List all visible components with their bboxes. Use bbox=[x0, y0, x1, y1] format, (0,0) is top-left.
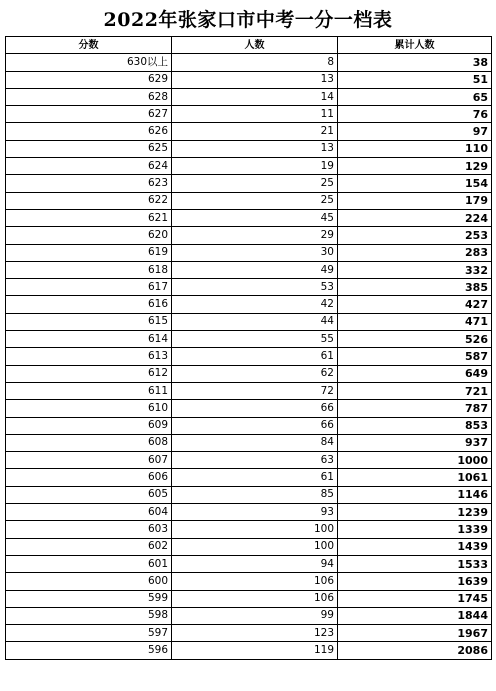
cell-count: 8 bbox=[172, 54, 338, 71]
cell-cumulative: 65 bbox=[338, 88, 492, 105]
cell-score: 607 bbox=[6, 452, 172, 469]
cell-cumulative: 154 bbox=[338, 175, 492, 192]
table-row bbox=[6, 88, 492, 105]
score-distribution-table bbox=[5, 36, 492, 660]
cell-cumulative: 97 bbox=[338, 123, 492, 140]
cell-score: 598 bbox=[6, 607, 172, 624]
cell-count: 106 bbox=[172, 573, 338, 590]
cell-cumulative: 937 bbox=[338, 434, 492, 451]
cell-score: 600 bbox=[6, 573, 172, 590]
cell-count: 14 bbox=[172, 88, 338, 105]
cell-count: 21 bbox=[172, 123, 338, 140]
cell-cumulative: 332 bbox=[338, 261, 492, 278]
cell-cumulative: 110 bbox=[338, 140, 492, 157]
cell-score: 608 bbox=[6, 434, 172, 451]
cell-cumulative: 1000 bbox=[338, 452, 492, 469]
table-row bbox=[6, 521, 492, 538]
cell-score: 626 bbox=[6, 123, 172, 140]
cell-cumulative: 1061 bbox=[338, 469, 492, 486]
table-header-row bbox=[6, 37, 492, 54]
table-row bbox=[6, 417, 492, 434]
page-title: 2022年张家口市中考一分一档表 bbox=[103, 9, 393, 31]
cell-count: 45 bbox=[172, 209, 338, 226]
cell-score: 614 bbox=[6, 331, 172, 348]
cell-score: 630以上 bbox=[6, 54, 172, 71]
cell-score: 621 bbox=[6, 209, 172, 226]
cell-score: 599 bbox=[6, 590, 172, 607]
table-row bbox=[6, 279, 492, 296]
cell-count: 44 bbox=[172, 313, 338, 330]
table-row bbox=[6, 382, 492, 399]
cell-score: 629 bbox=[6, 71, 172, 88]
cell-count: 11 bbox=[172, 106, 338, 123]
table-body bbox=[6, 54, 492, 659]
cell-score: 606 bbox=[6, 469, 172, 486]
cell-cumulative: 1339 bbox=[338, 521, 492, 538]
table-row bbox=[6, 573, 492, 590]
cell-count: 49 bbox=[172, 261, 338, 278]
cell-count: 72 bbox=[172, 382, 338, 399]
cell-score: 618 bbox=[6, 261, 172, 278]
cell-count: 30 bbox=[172, 244, 338, 261]
table-row bbox=[6, 71, 492, 88]
cell-score: 596 bbox=[6, 642, 172, 659]
table-row bbox=[6, 140, 492, 157]
cell-cumulative: 587 bbox=[338, 348, 492, 365]
table-row bbox=[6, 607, 492, 624]
cell-count: 53 bbox=[172, 279, 338, 296]
cell-count: 29 bbox=[172, 227, 338, 244]
table-row bbox=[6, 452, 492, 469]
cell-cumulative: 179 bbox=[338, 192, 492, 209]
cell-score: 628 bbox=[6, 88, 172, 105]
table-row bbox=[6, 296, 492, 313]
cell-score: 624 bbox=[6, 158, 172, 175]
cell-cumulative: 649 bbox=[338, 365, 492, 382]
cell-count: 66 bbox=[172, 400, 338, 417]
table-row bbox=[6, 54, 492, 71]
cell-count: 106 bbox=[172, 590, 338, 607]
cell-cumulative: 471 bbox=[338, 313, 492, 330]
table-row bbox=[6, 244, 492, 261]
table-row bbox=[6, 400, 492, 417]
cell-cumulative: 38 bbox=[338, 54, 492, 71]
table-row bbox=[6, 227, 492, 244]
table-row bbox=[6, 313, 492, 330]
cell-cumulative: 1146 bbox=[338, 486, 492, 503]
cell-count: 25 bbox=[172, 192, 338, 209]
table-row bbox=[6, 486, 492, 503]
table-row bbox=[6, 469, 492, 486]
cell-cumulative: 853 bbox=[338, 417, 492, 434]
cell-cumulative: 2086 bbox=[338, 642, 492, 659]
cell-score: 617 bbox=[6, 279, 172, 296]
cell-cumulative: 1967 bbox=[338, 625, 492, 642]
cell-score: 611 bbox=[6, 382, 172, 399]
cell-cumulative: 253 bbox=[338, 227, 492, 244]
cell-score: 620 bbox=[6, 227, 172, 244]
header-score: 分数 bbox=[6, 37, 172, 54]
cell-count: 123 bbox=[172, 625, 338, 642]
table-row bbox=[6, 192, 492, 209]
cell-cumulative: 385 bbox=[338, 279, 492, 296]
table-row bbox=[6, 504, 492, 521]
cell-count: 61 bbox=[172, 348, 338, 365]
cell-count: 63 bbox=[172, 452, 338, 469]
table-row bbox=[6, 158, 492, 175]
cell-cumulative: 51 bbox=[338, 71, 492, 88]
cell-count: 42 bbox=[172, 296, 338, 313]
cell-cumulative: 1844 bbox=[338, 607, 492, 624]
cell-count: 13 bbox=[172, 140, 338, 157]
cell-cumulative: 224 bbox=[338, 209, 492, 226]
cell-cumulative: 1745 bbox=[338, 590, 492, 607]
cell-count: 61 bbox=[172, 469, 338, 486]
cell-count: 85 bbox=[172, 486, 338, 503]
cell-score: 615 bbox=[6, 313, 172, 330]
table-row bbox=[6, 625, 492, 642]
cell-count: 119 bbox=[172, 642, 338, 659]
cell-cumulative: 1533 bbox=[338, 555, 492, 572]
cell-count: 13 bbox=[172, 71, 338, 88]
table-row bbox=[6, 365, 492, 382]
cell-cumulative: 1639 bbox=[338, 573, 492, 590]
cell-count: 25 bbox=[172, 175, 338, 192]
cell-score: 613 bbox=[6, 348, 172, 365]
table-row bbox=[6, 106, 492, 123]
cell-score: 605 bbox=[6, 486, 172, 503]
cell-score: 625 bbox=[6, 140, 172, 157]
cell-score: 623 bbox=[6, 175, 172, 192]
cell-count: 94 bbox=[172, 555, 338, 572]
table-row bbox=[6, 538, 492, 555]
cell-count: 62 bbox=[172, 365, 338, 382]
cell-score: 619 bbox=[6, 244, 172, 261]
table-row bbox=[6, 434, 492, 451]
cell-cumulative: 1239 bbox=[338, 504, 492, 521]
cell-score: 610 bbox=[6, 400, 172, 417]
header-count: 人数 bbox=[172, 37, 338, 54]
cell-cumulative: 787 bbox=[338, 400, 492, 417]
table-row bbox=[6, 642, 492, 659]
cell-score: 604 bbox=[6, 504, 172, 521]
cell-count: 100 bbox=[172, 538, 338, 555]
table-row bbox=[6, 123, 492, 140]
cell-cumulative: 721 bbox=[338, 382, 492, 399]
cell-count: 100 bbox=[172, 521, 338, 538]
cell-count: 55 bbox=[172, 331, 338, 348]
table-row bbox=[6, 261, 492, 278]
header-cumulative: 累计人数 bbox=[338, 37, 492, 54]
table-row bbox=[6, 348, 492, 365]
cell-count: 93 bbox=[172, 504, 338, 521]
cell-cumulative: 427 bbox=[338, 296, 492, 313]
table-row bbox=[6, 555, 492, 572]
cell-cumulative: 1439 bbox=[338, 538, 492, 555]
table-row bbox=[6, 590, 492, 607]
cell-count: 99 bbox=[172, 607, 338, 624]
cell-score: 609 bbox=[6, 417, 172, 434]
table-row bbox=[6, 175, 492, 192]
cell-count: 19 bbox=[172, 158, 338, 175]
cell-cumulative: 129 bbox=[338, 158, 492, 175]
cell-cumulative: 283 bbox=[338, 244, 492, 261]
cell-score: 603 bbox=[6, 521, 172, 538]
table-row bbox=[6, 209, 492, 226]
cell-count: 84 bbox=[172, 434, 338, 451]
cell-score: 616 bbox=[6, 296, 172, 313]
cell-cumulative: 526 bbox=[338, 331, 492, 348]
cell-count: 66 bbox=[172, 417, 338, 434]
cell-score: 601 bbox=[6, 555, 172, 572]
table-row bbox=[6, 331, 492, 348]
cell-score: 602 bbox=[6, 538, 172, 555]
cell-score: 612 bbox=[6, 365, 172, 382]
cell-score: 597 bbox=[6, 625, 172, 642]
cell-score: 622 bbox=[6, 192, 172, 209]
cell-cumulative: 76 bbox=[338, 106, 492, 123]
cell-score: 627 bbox=[6, 106, 172, 123]
